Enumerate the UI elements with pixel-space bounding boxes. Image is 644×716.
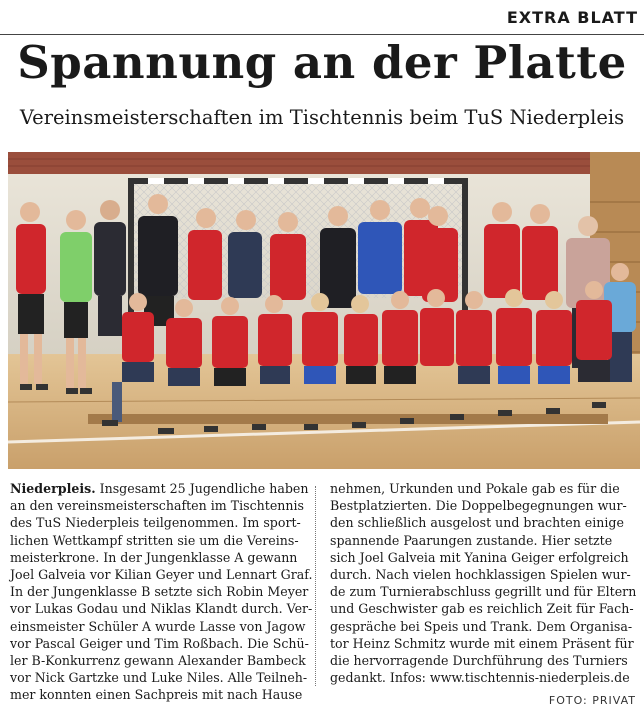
- photo-credit: FOTO: PRIVAT: [548, 694, 636, 707]
- article-line: des TuS Niederpleis teilgenommen. Im sport-: [10, 515, 301, 531]
- article-line: tor Heinz Schmitz wurde mit einem Präsent für: [330, 635, 634, 651]
- column-divider: [315, 486, 316, 686]
- article-line: die hervorragende Durchführung des Turniers: [330, 653, 628, 669]
- team-group-photo: [8, 152, 640, 469]
- article-line: mer konnten einen Sachpreis mit nach Hause: [10, 687, 303, 703]
- article-line: sich Joel Galveia mit Yanina Geiger erfolgreich: [330, 549, 629, 565]
- article-line-text: Insgesamt 25 Jugendliche haben: [95, 481, 309, 496]
- section-label: EXTRA BLATT: [506, 8, 638, 27]
- article-line: nehmen, Urkunden und Pokale gab es für die: [330, 481, 620, 496]
- article-line: gedankt. Infos: www.tischtennis-niederpleis.de: [330, 670, 630, 686]
- article-line: vor Pascal Geiger und Tim Roßbach. Die Schü-: [10, 635, 309, 651]
- article-line: [10, 480, 319, 497]
- article-line: durch. Nach vielen hochklassigen Spielen wur-: [330, 567, 631, 583]
- article-line: ler B-Konkurrenz gewann Alexander Bambeck: [10, 653, 306, 669]
- article-column-left: [10, 480, 319, 704]
- bench: [88, 414, 608, 424]
- article-line: an den vereinsmeisterschaften im Tischtennis: [10, 498, 304, 514]
- article-line: gespräche bei Speis und Trank. Dem Organisa-: [330, 618, 633, 634]
- article-line: spannende Paarungen zustande. Hier setzte: [330, 532, 613, 548]
- article-line: einsmeister Schüler A wurde Lasse von Jagow: [10, 618, 306, 634]
- article-line: meisterkrone. In der Jungenklasse A gewann: [10, 549, 298, 565]
- article-line: Bestplatzierten. Die Doppelbegegnungen wur-: [330, 498, 627, 514]
- article-headline: Spannung an der Platte: [17, 36, 627, 89]
- article-line: und Geschwister gab es reichlich Zeit für Fach-: [330, 601, 634, 617]
- article-subheadline: Vereinsmeisterschaften im Tischtennis beim TuS Niederpleis: [19, 106, 625, 129]
- dateline: Niederpleis.: [10, 481, 96, 496]
- article-line: Joel Galveia vor Kilian Geyer und Lennart Graf.: [10, 567, 313, 583]
- article-line: lichen Wettkampf stritten sie um die Vereins-: [10, 532, 299, 548]
- header-rule: [0, 34, 644, 35]
- brick-wall: [8, 152, 640, 174]
- article-column-right: [330, 480, 640, 686]
- article-line: In der Jungenklasse B setzte sich Robin Meyer: [10, 584, 309, 600]
- article-line: vor Lukas Godau und Niklas Klandt durch. Ver-: [10, 601, 313, 617]
- article-line: den schließlich ausgelost und brachten einige: [330, 515, 624, 531]
- article-line: de zum Turnierabschluss gegrillt und für Eltern: [330, 584, 637, 600]
- article-line: vor Nick Gartzke und Luke Niles. Alle Teilneh-: [10, 670, 308, 686]
